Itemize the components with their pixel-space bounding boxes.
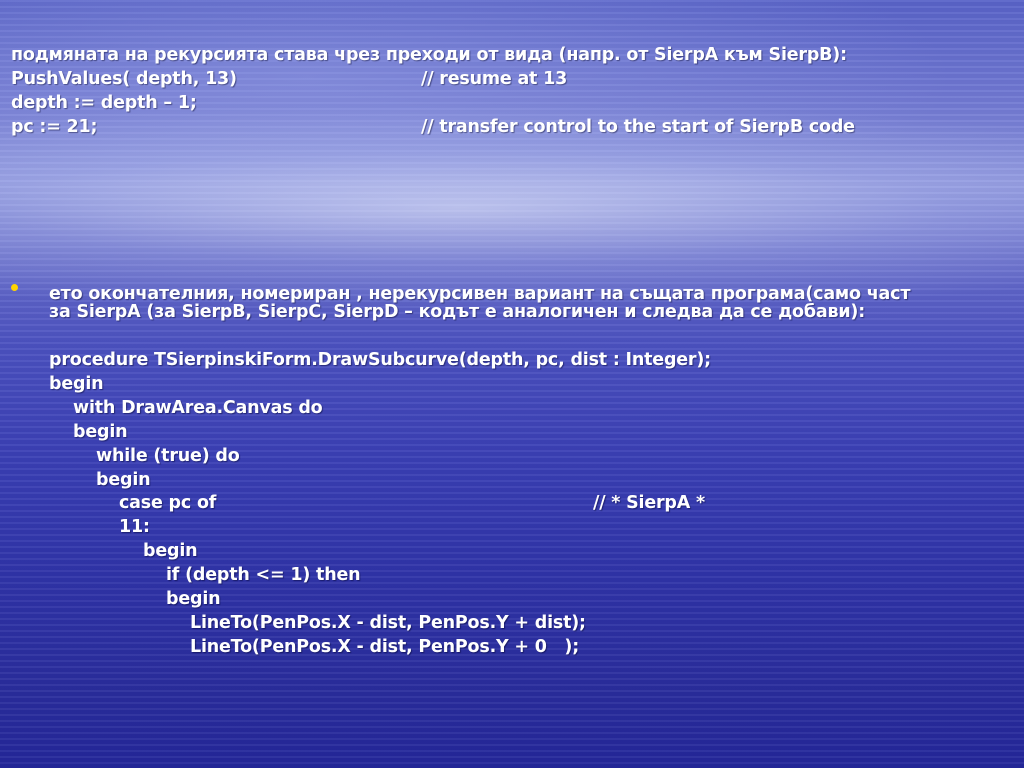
- code-procedure: procedure TSierpinskiForm.DrawSubcurve(depth, pc, dist : Integer);: [49, 350, 711, 370]
- bullet-text-line1: ето окончателния, номериран , нерекурсивен вариант на същата програма(само част: [49, 284, 911, 304]
- code-begin-2: begin: [73, 422, 128, 442]
- code-begin-4: begin: [143, 541, 198, 561]
- code-begin-3: begin: [96, 470, 151, 490]
- code-pc-assign: pc := 21;: [11, 117, 98, 137]
- code-comment-sierpa: // * SierpA *: [593, 493, 705, 513]
- code-lineto-2: LineTo(PenPos.X - dist, PenPos.Y + 0 );: [190, 637, 580, 657]
- bullet-text-line2: за SierpA (за SierpB, SierpC, SierpD – кодът е аналогичен и следва да се добави):: [49, 302, 866, 322]
- code-comment-resume: // resume at 13: [421, 69, 568, 89]
- code-label-11: 11:: [119, 517, 150, 537]
- code-depth-decrement: depth := depth – 1;: [11, 93, 197, 113]
- code-with: with DrawArea.Canvas do: [73, 398, 323, 418]
- code-if: if (depth <= 1) then: [166, 565, 361, 585]
- code-lineto-1: LineTo(PenPos.X - dist, PenPos.Y + dist);: [190, 613, 586, 633]
- intro-text: подмяната на рекурсията става чрез преходи от вида (напр. от SierpA към SierpB):: [11, 45, 847, 65]
- bullet-icon: [11, 284, 18, 291]
- code-while: while (true) do: [96, 446, 240, 466]
- code-case: case pc of: [119, 493, 217, 513]
- code-pushvalues: PushValues( depth, 13): [11, 69, 237, 89]
- code-begin-1: begin: [49, 374, 104, 394]
- code-begin-5: begin: [166, 589, 221, 609]
- code-comment-transfer: // transfer control to the start of SierpB code: [421, 117, 855, 137]
